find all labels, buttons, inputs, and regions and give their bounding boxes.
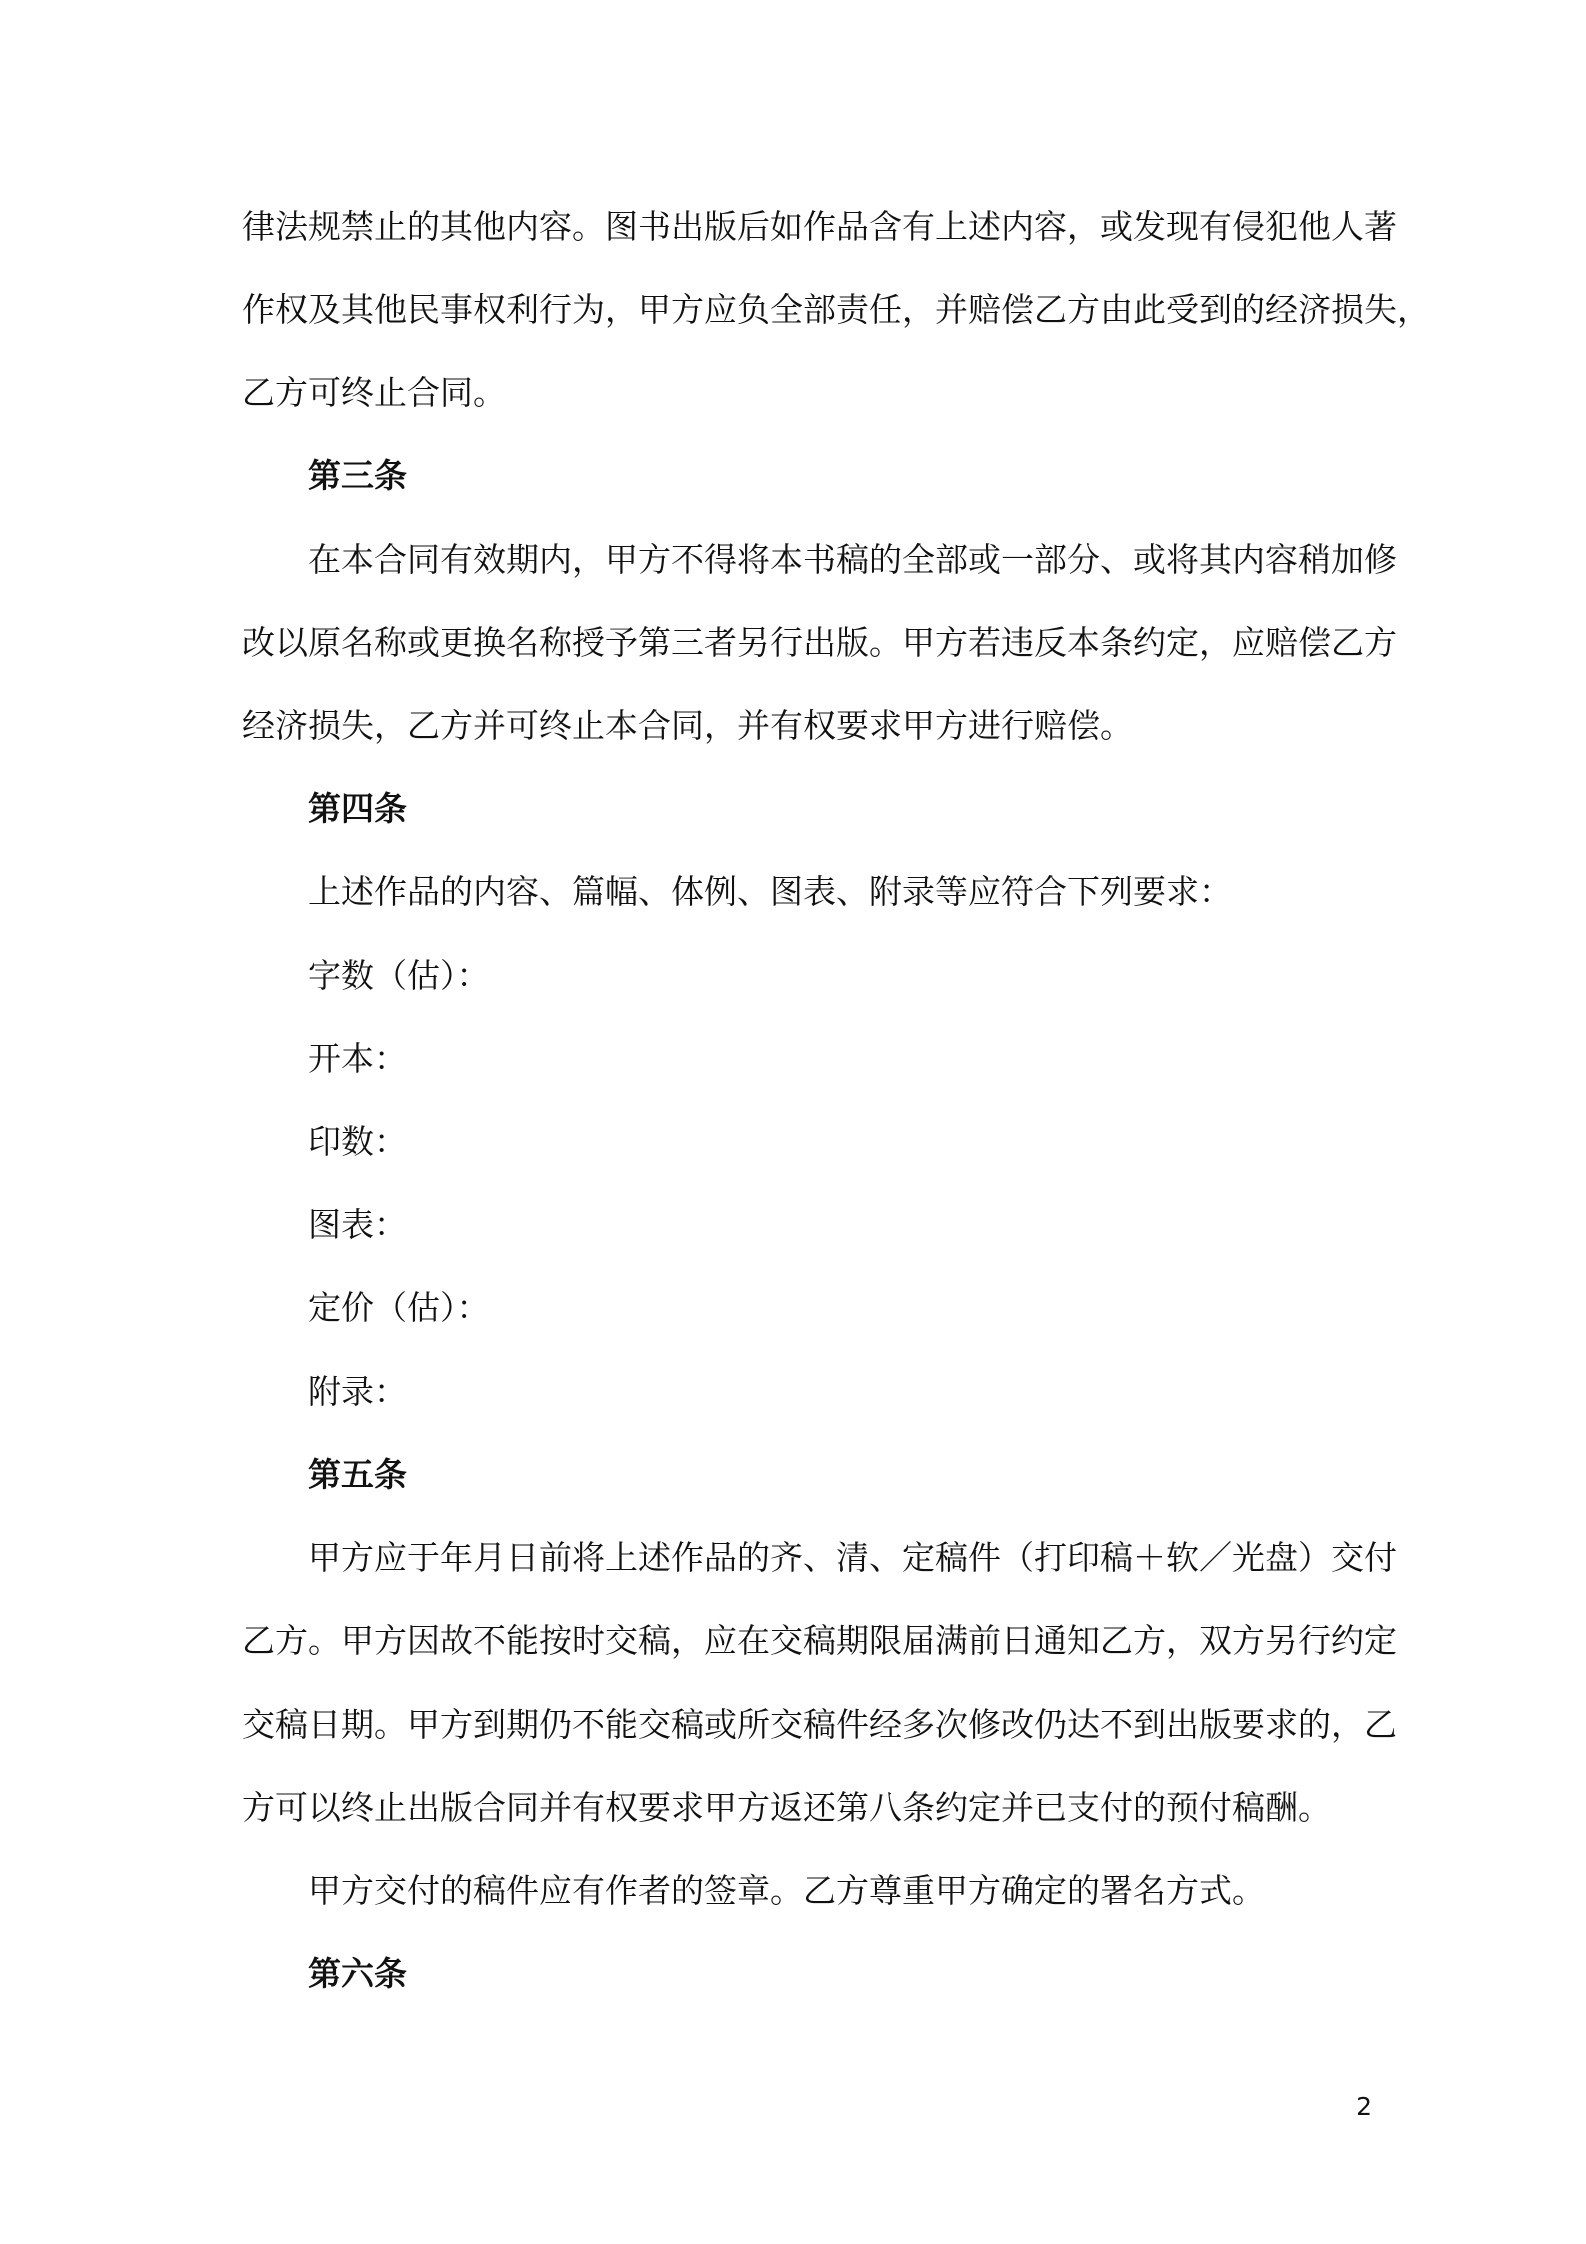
article-heading: 第三条 <box>308 456 407 495</box>
field-label: 定价（估）： <box>308 1288 490 1327</box>
field-label: 印数： <box>308 1122 407 1161</box>
text-line: 乙方可终止合同。 <box>242 373 506 412</box>
text-line: 甲方交付的稿件应有作者的签章。乙方尊重甲方确定的署名方式。 <box>308 1871 1265 1910</box>
text-line: 律法规禁止的其他内容。图书出版后如作品含有上述内容，或发现有侵犯他人著 <box>242 207 1397 246</box>
text-line: 上述作品的内容、篇幅、体例、图表、附录等应符合下列要求： <box>308 872 1232 911</box>
text-line: 经济损失，乙方并可终止本合同，并有权要求甲方进行赔偿。 <box>242 706 1133 745</box>
field-label: 图表： <box>308 1205 407 1244</box>
text-line: 交稿日期。甲方到期仍不能交稿或所交稿件经多次修改仍达不到出版要求的，乙 <box>242 1705 1397 1744</box>
field-label: 附录： <box>308 1372 407 1411</box>
article-heading: 第五条 <box>308 1455 407 1494</box>
field-label: 字数（估）： <box>308 956 490 995</box>
text-line: 在本合同有效期内，甲方不得将本书稿的全部或一部分、或将其内容稍加修 <box>308 540 1397 579</box>
text-line: 改以原名称或更换名称授予第三者另行出版。甲方若违反本条约定，应赔偿乙方 <box>242 623 1397 662</box>
article-heading: 第六条 <box>308 1954 407 1993</box>
field-label: 开本： <box>308 1039 407 1078</box>
text-line: 甲方应于年月日前将上述作品的齐、清、定稿件（打印稿＋软／光盘）交付 <box>308 1538 1397 1577</box>
page-number: 2 <box>1356 2092 1372 2121</box>
text-line: 作权及其他民事权利行为，甲方应负全部责任，并赔偿乙方由此受到的经济损失， <box>242 290 1430 329</box>
text-line: 方可以终止出版合同并有权要求甲方返还第八条约定并已支付的预付稿酬。 <box>242 1788 1331 1827</box>
article-heading: 第四条 <box>308 789 407 828</box>
text-line: 乙方。甲方因故不能按时交稿，应在交稿期限届满前日通知乙方，双方另行约定 <box>242 1621 1397 1660</box>
